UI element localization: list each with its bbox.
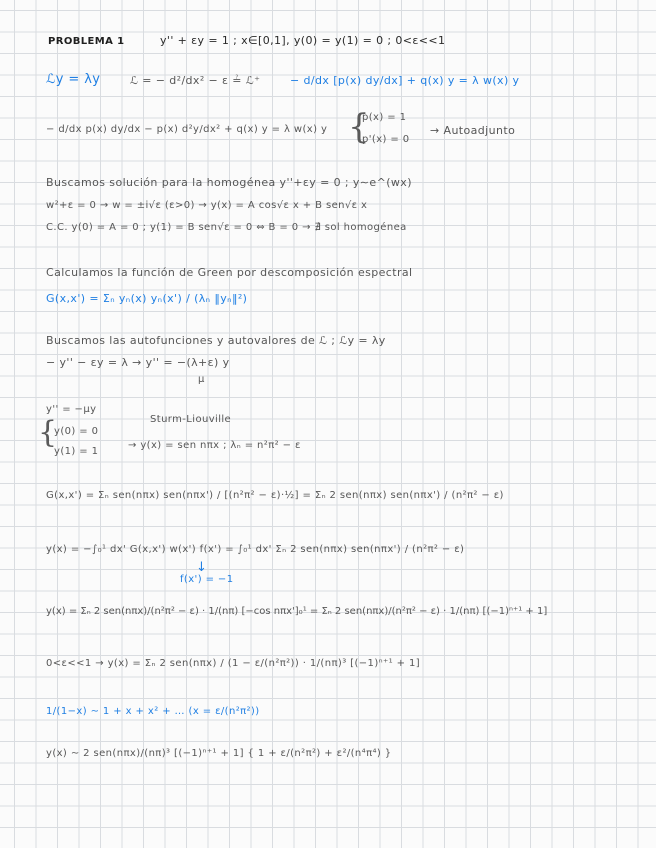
homogeneous-line-3: C.C. y(0) = A = 0 ; y(1) = B sen√ε = 0 ⇔ B = 0 → ∄ sol homogénea bbox=[46, 222, 407, 233]
f-note: f(x') = −1 bbox=[180, 574, 234, 585]
problem-statement: y'' + εy = 1 ; x∈[0,1], y(0) = y(1) = 0 ; 0<ε<<1 bbox=[160, 34, 446, 47]
p-prime: p'(x) = 0 bbox=[362, 134, 410, 145]
eigen-equation: ℒy = λy bbox=[46, 72, 101, 87]
eigen-equation-rearranged: − y'' − εy = λ → y'' = −(λ+ε) y bbox=[46, 356, 230, 369]
green-intro: Calculamos la función de Green por descomposición espectral bbox=[46, 266, 413, 279]
operator-definition: ℒ = − d²/dx² − ε ≟ ℒ⁺ bbox=[130, 74, 261, 87]
sl-equation: y'' = −μy bbox=[46, 404, 97, 415]
homogeneous-line-1: Buscamos solución para la homogénea y''+εy = 0 ; y∼e^(wx) bbox=[46, 176, 412, 189]
homogeneous-line-2: w²+ε = 0 → w = ±i√ε (ε>0) → y(x) = A cos√ε x + B sen√ε x bbox=[46, 200, 368, 211]
down-arrow-icon: ↓ bbox=[196, 560, 207, 575]
sl-bc-1: y(0) = 0 bbox=[54, 426, 99, 437]
sturm-liouville-label: Sturm-Liouville bbox=[150, 414, 232, 425]
green-result: G(x,x') = Σₙ sen(nπx) sen(nπx') / [(n²π² − ε)·½] = Σₙ 2 sen(nπx) sen(nπx') / (n²π² − ε) bbox=[46, 490, 504, 501]
problem-label: PROBLEMA 1 bbox=[48, 36, 125, 47]
mu-label: μ bbox=[198, 374, 205, 385]
final-result: y(x) ∼ 2 sen(nπx)/(nπ)³ [(−1)ⁿ⁺¹ + 1] { 1 + ε/(n²π²) + ε²/(n⁴π⁴) } bbox=[46, 748, 392, 759]
expanded-operator: − d/dx p(x) dy/dx − p(x) d²y/dx² + q(x) y = λ w(x) y bbox=[46, 124, 328, 135]
sl-bc-2: y(1) = 1 bbox=[54, 446, 99, 457]
sl-result: → y(x) = sen nπx ; λₙ = n²π² − ε bbox=[128, 440, 301, 451]
solution-sum: y(x) = Σₙ 2 sen(nπx)/(n²π² − ε) · 1/(nπ) [−cos nπx']₀¹ = Σₙ 2 sen(nπx)/(n²π² − ε) · 1/(nπ) [(−1)ⁿ⁺¹ + 1] bbox=[46, 606, 548, 617]
eigen-intro: Buscamos las autofunciones y autovalores de ℒ ; ℒy = λy bbox=[46, 334, 386, 347]
p-definition: p(x) = 1 bbox=[362, 112, 407, 123]
small-epsilon-solution: 0<ε<<1 → y(x) = Σₙ 2 sen(nπx) / (1 − ε/(n²π²)) · 1/(nπ)³ [(−1)ⁿ⁺¹ + 1] bbox=[46, 658, 421, 669]
geometric-series: 1/(1−x) ∼ 1 + x + x² + … (x = ε/(n²π²)) bbox=[46, 706, 260, 717]
adjoint-form: − d/dx [p(x) dy/dx] + q(x) y = λ w(x) y bbox=[290, 74, 520, 87]
solution-integral: y(x) = −∫₀¹ dx' G(x,x') w(x') f(x') = ∫₀¹ dx' Σₙ 2 sen(nπx) sen(nπx') / (n²π² − ε) bbox=[46, 544, 465, 555]
brace: { bbox=[348, 107, 370, 147]
green-formula: G(x,x') = Σₙ yₙ(x) yₙ(x') / (λₙ ‖yₙ‖²) bbox=[46, 292, 248, 305]
self-adjoint-note: → Autoadjunto bbox=[430, 124, 516, 137]
sl-brace: { bbox=[38, 415, 58, 450]
